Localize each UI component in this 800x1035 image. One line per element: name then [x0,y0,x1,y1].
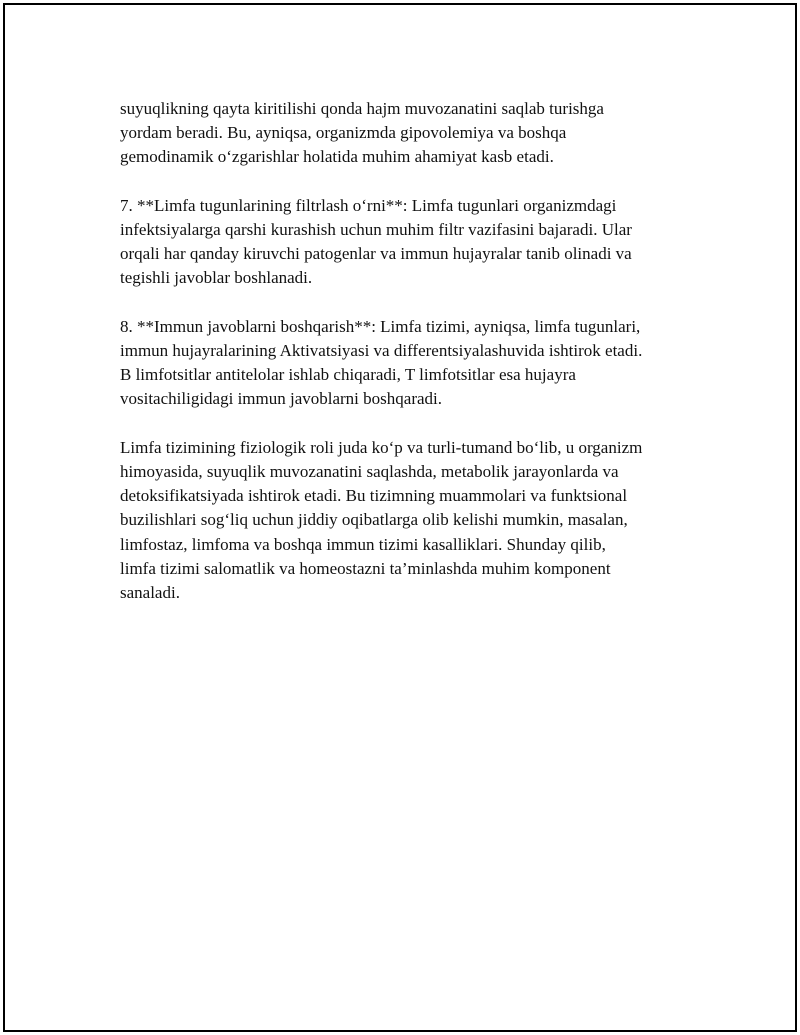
paragraph-item-7: 7. **Limfa tugunlarining filtrlash o‘rni**: Limfa tugunlari organizmdagi infektsiyalarga qarshi kurashish uchun muhim filtr vazifasini bajaradi. Ular orqali har qanday kiruvchi patogenlar va immun hujayralar tanib olinadi va tegishli javoblar boshlanadi. [120,195,632,288]
paragraph-item-8: 8. **Immun javoblarni boshqarish**: Limfa tizimi, ayniqsa, limfa tugunlari, immun hujayralarining Aktivatsiyasi va differentsiyalashuvida ishtirok etadi. B limfotsitlar antitelolar ishlab chiqaradi, T limfotsitlar esa hujayra vositachiligidagi immun javoblarni boshqaradi. [120,316,643,409]
paragraph-conclusion: Limfa tizimining fiziologik roli juda ko‘p va turli-tumand bo‘lib, u organizm himoyasida, suyuqlik muvozanatini saqlashda, metabolik jarayonlarda va detoksifikatsiyada ishtirok etadi. Bu tizimning muammolari va funktsional buzilishlari sog‘liq uchun jiddiy oqibatlarga olib kelishi mumkin, masalan, limfostaz, limfoma va boshqa immun tizimi kasalliklari. Shunday qilib, limfa tizimi salomatlik va homeostazni ta’minlashda muhim komponent sanaladi. [120,437,643,603]
document-body [120,97,695,629]
document-page [3,3,797,1032]
paragraph-continuation: suyuqlikning qayta kiritilishi qonda hajm muvozanatini saqlab turishga yordam beradi. Bu, ayniqsa, organizmda gipovolemiya va boshqa gemodinamik o‘zgarishlar holatida muhim ahamiyat kasb etadi. [120,99,604,167]
